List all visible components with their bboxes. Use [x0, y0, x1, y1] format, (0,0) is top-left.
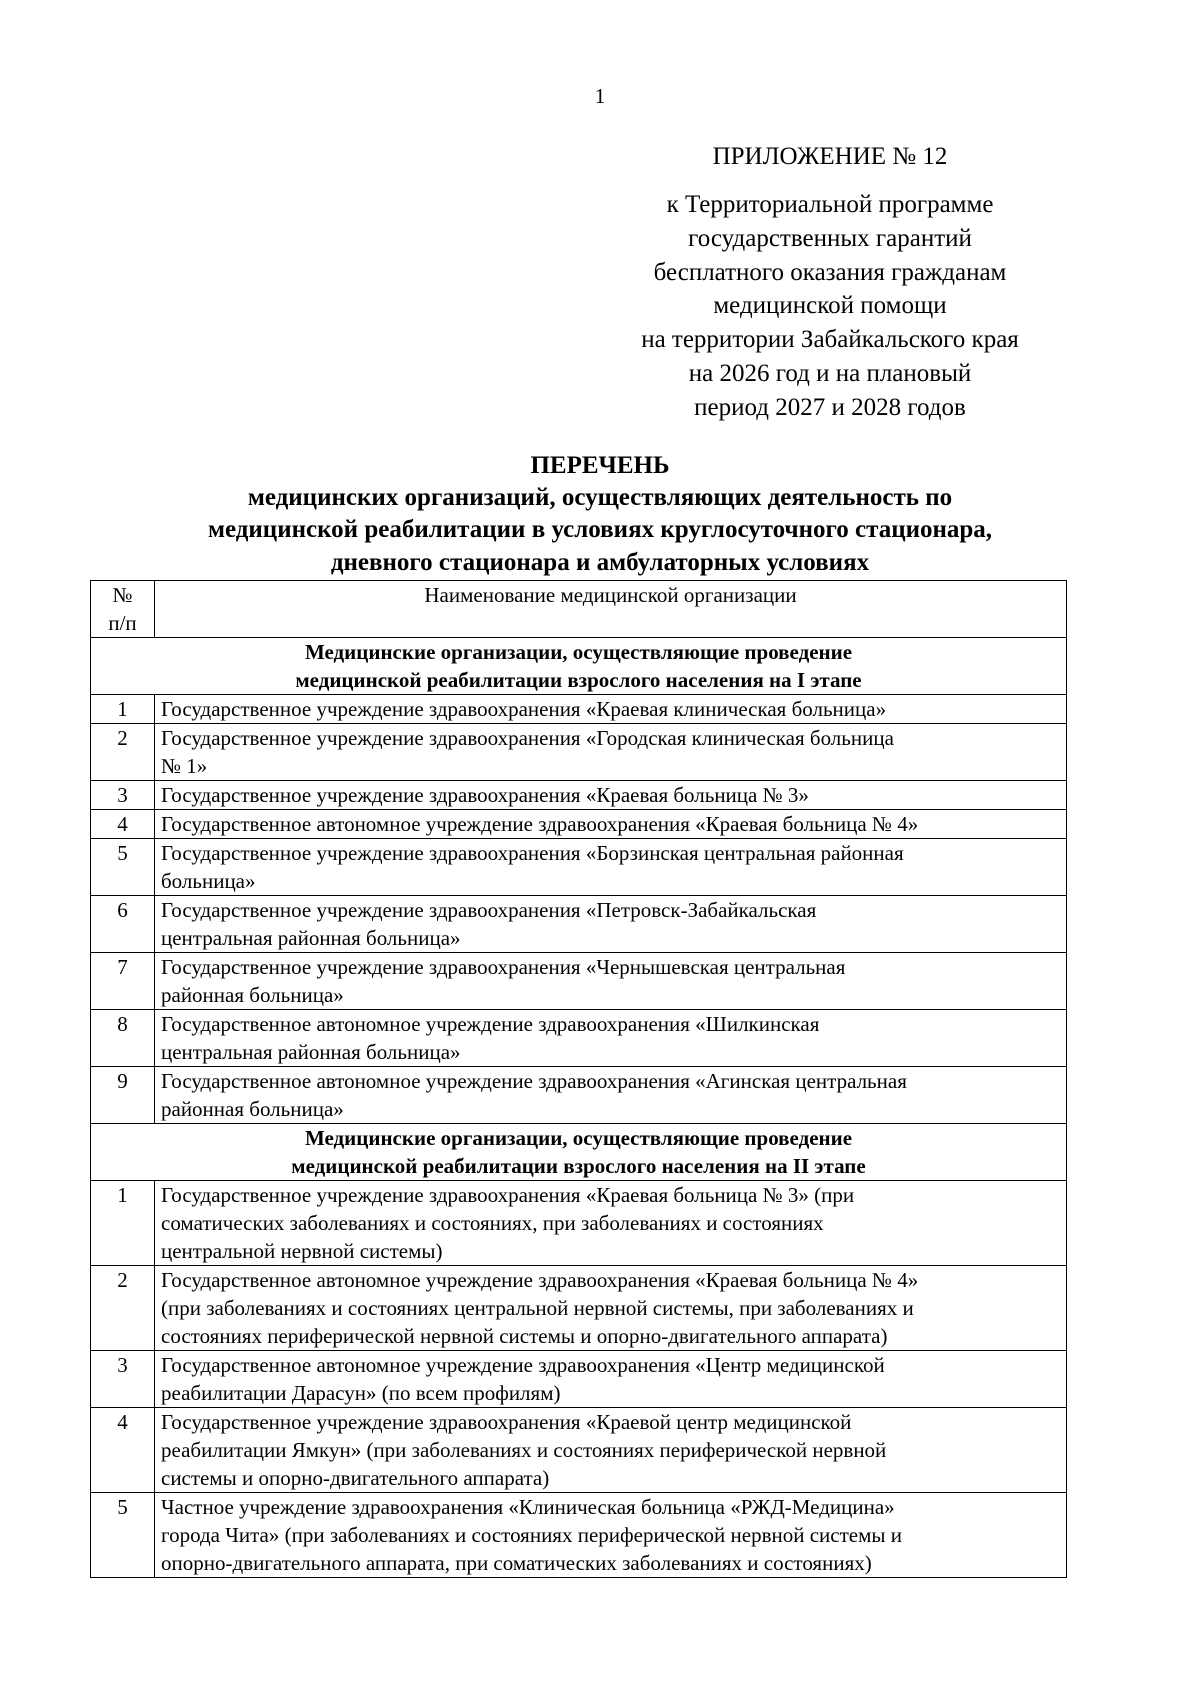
row-number: 6	[91, 896, 155, 953]
organization-name-line: Государственное автономное учреждение здравоохранения «Краевая больница № 4»	[161, 1268, 919, 1292]
row-number: 1	[91, 1181, 155, 1266]
organization-name-line: Государственное автономное учреждение здравоохранения «Центр медицинской	[161, 1353, 885, 1377]
row-number: 3	[91, 1351, 155, 1408]
table-header-row	[91, 581, 1067, 638]
column-header-number	[91, 581, 155, 638]
section-title-line: медицинской реабилитации взрослого населения на II этапе	[291, 1154, 866, 1178]
organization-name	[155, 953, 1067, 1010]
table-row	[91, 1010, 1067, 1067]
organization-name-line: районная больница»	[161, 983, 344, 1007]
table-row	[91, 1493, 1067, 1578]
organization-name	[155, 1010, 1067, 1067]
section-title	[91, 638, 1067, 695]
row-number: 2	[91, 724, 155, 781]
appendix-line: на территории Забайкальского края	[641, 326, 1019, 354]
organization-name-line: № 1»	[161, 754, 208, 778]
table-row	[91, 953, 1067, 1010]
appendix-line: медицинской помощи	[713, 292, 947, 320]
row-number: 9	[91, 1067, 155, 1124]
appendix-title: ПРИЛОЖЕНИЕ № 12	[712, 143, 948, 170]
organization-name	[155, 810, 1067, 839]
row-number: 8	[91, 1010, 155, 1067]
organization-name-line: Государственное учреждение здравоохранения «Краевой центр медицинской	[161, 1410, 852, 1434]
appendix-description	[600, 188, 1060, 425]
column-header-number-line2: п/п	[108, 611, 137, 635]
row-number: 4	[91, 1408, 155, 1493]
organization-name-line: Государственное учреждение здравоохранения «Борзинская центральная районная	[161, 841, 904, 865]
organization-name-line: Государственное учреждение здравоохранения «Краевая больница № 3»	[161, 783, 809, 807]
document-subtitle-line: медицинской реабилитации в условиях круглосуточного стационара,	[207, 516, 993, 544]
organization-name	[155, 1181, 1067, 1266]
organization-name	[155, 1266, 1067, 1351]
table-body	[91, 638, 1067, 1578]
organization-name-line: города Чита» (при заболеваниях и состояниях периферической нервной системы и	[161, 1523, 902, 1547]
organization-name	[155, 1067, 1067, 1124]
row-number: 7	[91, 953, 155, 1010]
page-number: 1	[594, 84, 606, 108]
row-number: 5	[91, 839, 155, 896]
section-title	[91, 1124, 1067, 1181]
organization-name	[155, 1351, 1067, 1408]
organization-name-line: Государственное автономное учреждение здравоохранения «Агинская центральная	[161, 1069, 907, 1093]
organization-name	[155, 724, 1067, 781]
table-row	[91, 1266, 1067, 1351]
organization-name-line: Государственное учреждение здравоохранения «Краевая больница № 3» (при	[161, 1183, 855, 1207]
organization-name	[155, 1408, 1067, 1493]
appendix-line: на 2026 год и на плановый	[688, 359, 972, 387]
table-row	[91, 695, 1067, 724]
organization-name	[155, 839, 1067, 896]
organization-name-line: системы и опорно-двигательного аппарата)	[161, 1466, 550, 1490]
organization-name-line: Государственное автономное учреждение здравоохранения «Краевая больница № 4»	[161, 812, 919, 836]
row-number: 5	[91, 1493, 155, 1578]
table-row	[91, 896, 1067, 953]
appendix-line: к Территориальной программе	[666, 191, 994, 218]
organization-name-line: опорно-двигательного аппарата, при соматических заболеваниях и состояниях)	[161, 1551, 872, 1575]
organization-name	[155, 896, 1067, 953]
organization-name-line: реабилитации Дарасун» (по всем профилям)	[161, 1381, 561, 1405]
organization-name-line: (при заболеваниях и состояниях центральной нервной системы, при заболеваниях и	[161, 1296, 914, 1320]
row-number: 1	[91, 695, 155, 724]
document-heading: ПЕРЕЧЕНЬ	[530, 452, 670, 479]
organization-name-line: Государственное учреждение здравоохранения «Петровск-Забайкальская	[161, 898, 817, 922]
table-row	[91, 1351, 1067, 1408]
table-row	[91, 839, 1067, 896]
organization-name-line: Государственное учреждение здравоохранения «Краевая клиническая больница»	[161, 697, 887, 721]
organization-name-line: Государственное учреждение здравоохранения «Городская клиническая больница	[161, 726, 894, 750]
organization-name-line: больница»	[161, 869, 256, 893]
organization-name	[155, 781, 1067, 810]
row-number: 4	[91, 810, 155, 839]
column-header-name: Наименование медицинской организации	[155, 581, 1067, 638]
section-header-row	[91, 638, 1067, 695]
table-row	[91, 781, 1067, 810]
document-title	[60, 450, 1140, 579]
organization-name-line: реабилитации Ямкун» (при заболеваниях и состояниях периферической нервной	[161, 1438, 887, 1462]
section-title-line: медицинской реабилитации взрослого населения на I этапе	[295, 668, 862, 692]
organization-name-line: районная больница»	[161, 1097, 344, 1121]
organization-name	[155, 1493, 1067, 1578]
column-header-number-line1: №	[112, 583, 133, 607]
organization-name-line: Частное учреждение здравоохранения «Клиническая больница «РЖД-Медицина»	[161, 1495, 895, 1519]
section-title-line: Медицинские организации, осуществляющие проведение	[304, 1126, 853, 1150]
appendix-line: бесплатного оказания гражданам	[653, 258, 1007, 286]
table-row	[91, 724, 1067, 781]
organization-name-line: центральная районная больница»	[161, 926, 461, 950]
organization-name-line: центральной нервной системы)	[161, 1239, 443, 1263]
section-header-row	[91, 1124, 1067, 1181]
appendix-line: государственных гарантий	[688, 224, 972, 252]
table-row	[91, 1408, 1067, 1493]
organization-name-line: состояниях периферической нервной системы и опорно-двигательного аппарата)	[161, 1324, 888, 1348]
organization-name-line: центральная районная больница»	[161, 1040, 461, 1064]
table-row	[91, 810, 1067, 839]
organization-name-line: Государственное автономное учреждение здравоохранения «Шилкинская	[161, 1012, 820, 1036]
row-number: 2	[91, 1266, 155, 1351]
section-title-line: Медицинские организации, осуществляющие проведение	[304, 640, 853, 664]
organization-name	[155, 695, 1067, 724]
table-row	[91, 1181, 1067, 1266]
appendix-line: период 2027 и 2028 годов	[694, 393, 966, 421]
document-subtitle-line: дневного стационара и амбулаторных условиях	[330, 548, 870, 576]
organization-name-line: соматических заболеваниях и состояниях, при заболеваниях и состояниях	[161, 1211, 824, 1235]
organization-name-line: Государственное учреждение здравоохранения «Чернышевская центральная	[161, 955, 846, 979]
row-number: 3	[91, 781, 155, 810]
organizations-table	[90, 580, 1067, 1578]
table-row	[91, 1067, 1067, 1124]
document-subtitle-line: медицинских организаций, осуществляющих деятельность по	[247, 484, 953, 512]
